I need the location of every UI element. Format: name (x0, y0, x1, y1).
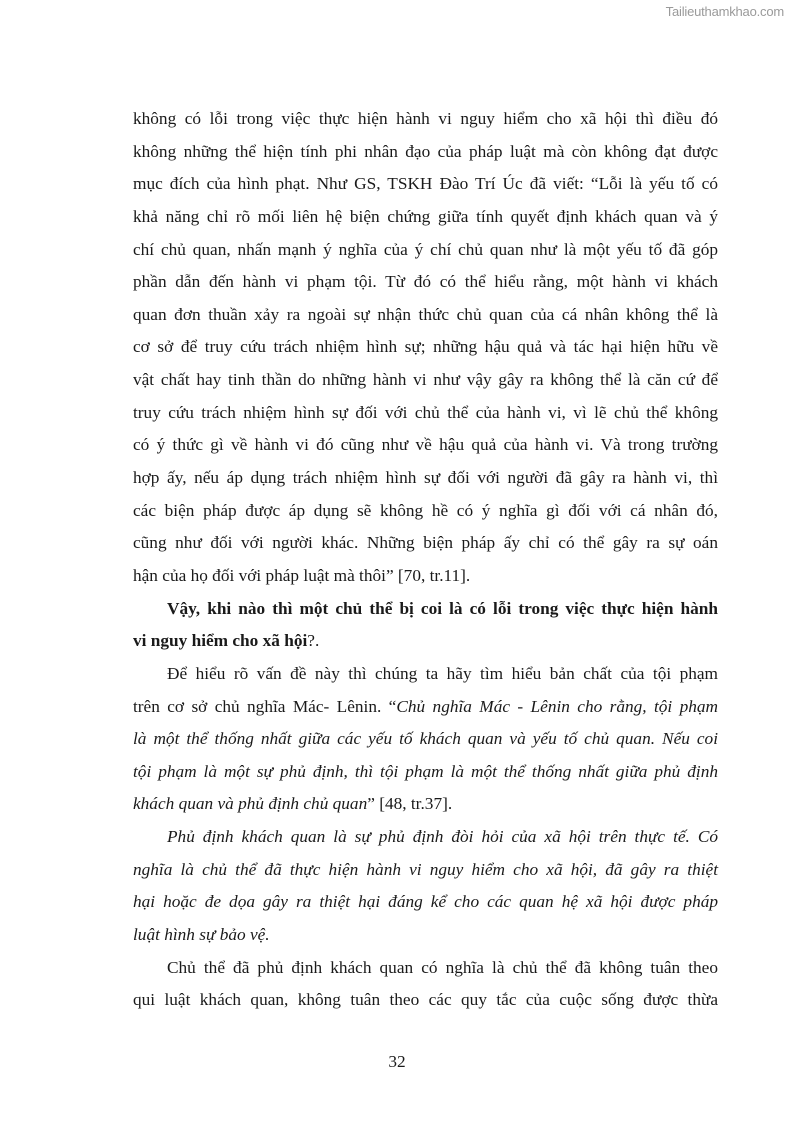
text-line: cơ sở để truy cứu trách nhiệm hình sự; những hậu quả và tác hại hiện hữu về (133, 337, 718, 357)
italic-line: Phủ định khách quan là sự phủ định đòi hỏi của xã hội trên thực tế. Có (167, 827, 718, 847)
quote-line: là một thể thống nhất giữa các yếu tố khách quan và yếu tố chủ quan. Nếu coi (133, 729, 718, 749)
text-line: mục đích của hình phạt. Như GS, TSKH Đào Trí Úc đã viết: “Lỗi là yếu tố có (133, 174, 718, 194)
text-line: Chủ thể đã phủ định khách quan có nghĩa là chủ thể đã không tuân theo (167, 957, 718, 977)
text-line: có ý thức gì về hành vi đó cũng như về hậu quả của hành vi. Và trong trường (133, 435, 718, 455)
page-number: 32 (388, 1052, 406, 1071)
quote-italic: khách quan và phủ định chủ quan (133, 794, 368, 814)
italic-line: hại hoặc đe dọa gây ra thiệt hại đáng kể cho các quan hệ xã hội được pháp (133, 892, 718, 912)
text-line (133, 788, 718, 821)
bold-question-line (133, 625, 718, 658)
italic-line: nghĩa là chủ thể đã thực hiện hành vi nguy hiểm cho xã hội, đã gây ra thiệt (133, 859, 718, 879)
bold-question-line: Vậy, khi nào thì một chủ thể bị coi là có lỗi trong việc thực hiện hành (167, 598, 718, 618)
text-line: quan đơn thuần xảy ra ngoài sự nhận thức chủ quan của cá nhân không thể là (133, 304, 718, 324)
quote-italic: Chủ nghĩa Mác - Lênin cho rằng, tội phạm (396, 696, 719, 716)
text-normal: trên cơ sở chủ nghĩa Mác- Lênin. “ (133, 696, 397, 716)
text-line: các biện pháp được áp dụng sẽ không hề có ý nghĩa gì đối với cá nhân đó, (133, 500, 718, 520)
text-line: chí chủ quan, nhấn mạnh ý nghĩa của ý chí chủ quan như là một yếu tố đã góp (133, 239, 718, 259)
paragraph-5 (133, 952, 718, 1017)
italic-line: luật hình sự bảo vệ. (133, 925, 270, 945)
text-line: Để hiểu rõ vấn đề này thì chúng ta hãy tìm hiểu bản chất của tội phạm (167, 663, 718, 683)
paragraph-3 (133, 658, 718, 821)
text-line: khả năng chỉ rõ mối liên hệ biện chứng giữa tính quyết định khách quan và ý (133, 206, 718, 226)
text-line: không những thể hiện tính phi nhân đạo của pháp luật mà còn không đạt được (133, 141, 718, 161)
text-line: hận của họ đối với pháp luật mà thôi” [70, tr.11]. (133, 565, 471, 585)
text-line: hợp ấy, nếu áp dụng trách nhiệm hình sự đối với người đã gây ra hành vi, thì (133, 468, 718, 488)
document-page (133, 103, 718, 1017)
text-line: cũng như đối với người khác. Những biện pháp ấy chỉ có thể gây ra sự oán (133, 533, 718, 553)
quote-line: tội phạm là một sự phủ định, thì tội phạm là một thể thống nhất giữa phủ định (133, 761, 718, 781)
text-line: không có lỗi trong việc thực hiện hành vi nguy hiểm cho xã hội thì điều đó (133, 109, 718, 128)
paragraph-question (133, 593, 718, 658)
text-line: phần dẫn đến hành vi phạm tội. Từ đó có thể hiểu rằng, một hành vi khách (133, 272, 718, 292)
bold-text: vi nguy hiểm cho xã hội (133, 631, 308, 651)
paragraph-italic (133, 821, 718, 952)
watermark: Tailieuthamkhao.com (665, 4, 784, 19)
paragraph-1 (133, 103, 718, 593)
text-line: vật chất hay tinh thần do những hành vi như vậy gây ra không thể là căn cứ để (133, 370, 718, 390)
citation: ” [48, tr.37]. (367, 794, 453, 814)
text-line (133, 691, 718, 724)
question-tail: ?. (307, 631, 320, 651)
text-line: truy cứu trách nhiệm hình sự đối với chủ thể của hành vi, vì lẽ chủ thể không (133, 402, 718, 422)
text-line: qui luật khách quan, không tuân theo các quy tắc của cuộc sống được thừa (133, 990, 718, 1010)
